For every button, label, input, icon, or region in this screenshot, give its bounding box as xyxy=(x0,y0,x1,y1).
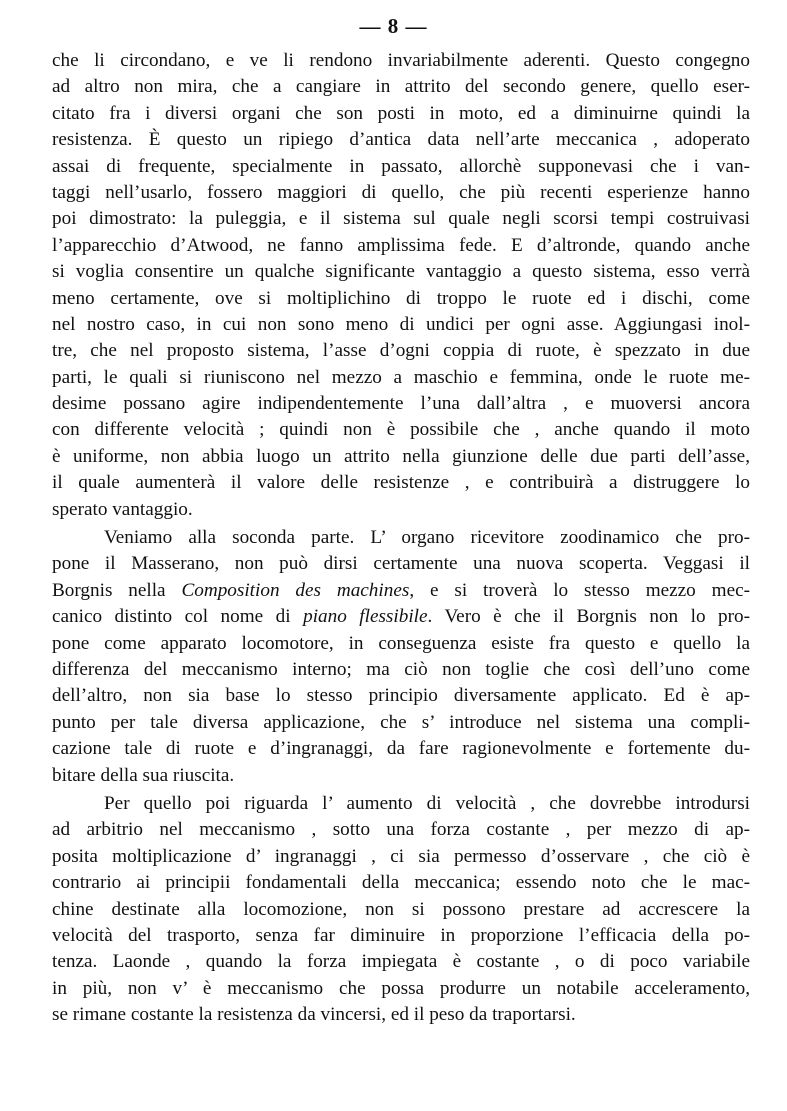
text-line: resistenza. È questo un ripiego d’antica data nell’arte meccanica , adoperato xyxy=(52,129,750,151)
text-line: differenza del meccanismo interno; ma ciò non toglie che così dell’uno come xyxy=(52,658,750,680)
text-line: assai di frequente, specialmente in passato, allorchè supponevasi che i van- xyxy=(52,155,750,177)
text-line: pone il Masserano, non può dirsi certamente una nuova scoperta. Veggasi il xyxy=(52,553,750,575)
text-segment: canico distinto col nome di xyxy=(52,606,291,628)
text-line: si voglia consentire un qualche significante vantaggio a questo sistema, esso verrà xyxy=(52,261,750,283)
text-line: pone come apparato locomotore, in conseguenza esiste fra questo e quello la xyxy=(52,632,750,654)
text-line: con differente velocità ; quindi non è possibile che , anche quando il moto xyxy=(52,419,750,441)
page-number: — 8 — xyxy=(359,14,428,38)
text-line: in più, non v’ è meccanismo che possa produrre un notabile acceleramento, xyxy=(52,977,750,999)
text-line: citato fra i diversi organi che son posti in moto, ed a diminuirne quindi la xyxy=(52,102,750,124)
text-line: se rimane costante la resistenza da vincersi, ed il peso da traportarsi. xyxy=(52,1004,576,1026)
text-line xyxy=(52,578,750,604)
text-line: posita moltiplicazione d’ ingranaggi , ci sia permesso d’osservare , che ciò è xyxy=(52,845,750,867)
book-title: Composition des machines xyxy=(181,579,410,601)
text-segment: . Vero è che il Borgnis non lo pro- xyxy=(427,606,751,628)
paragraph-3 xyxy=(52,791,750,1029)
text-line: cazione tale di ruote e d’ingranaggi, da fare ragionevolmente e fortemente du- xyxy=(52,738,750,760)
paragraph-1 xyxy=(52,48,750,523)
text-line: ad altro non mira, che a cangiare in attrito del secondo genere, quello eser- xyxy=(52,76,750,98)
text-line: dell’altro, non sia base lo stesso principio diversamente applicato. Ed è ap- xyxy=(52,685,750,707)
text-line: meno certamente, ove si moltiplichino di troppo le ruote ed i dischi, come xyxy=(52,287,750,309)
text-line xyxy=(52,604,750,630)
text-line: l’apparecchio d’Atwood, ne fanno amplissima fede. E d’altronde, quando anche xyxy=(52,234,750,256)
text-line: parti, le quali si riuniscono nel mezzo a maschio e femmina, onde le ruote me- xyxy=(52,366,750,388)
body-text xyxy=(52,48,750,1028)
text-line: il quale aumenterà il valore delle resistenze , e contribuirà a distruggere lo xyxy=(52,472,750,494)
text-line: punto per tale diversa applicazione, che s’ introduce nel sistema una compli- xyxy=(52,711,750,733)
term-italic: piano flessibile xyxy=(303,606,428,628)
text-line: tre, che nel proposto sistema, l’asse d’ogni coppia di ruote, è spezzato in due xyxy=(52,340,750,362)
text-line: poi dimostrato: la puleggia, e il sistema sul quale negli scorsi tempi costruivasi xyxy=(52,208,750,230)
text-segment: , e si troverà lo stesso mezzo mec- xyxy=(409,579,750,601)
text-line: Veniamo alla soconda parte. L’ organo ricevitore zoodinamico che pro- xyxy=(104,527,750,549)
text-line: velocità del trasporto, senza far diminuire in proporzione l’efficacia della po- xyxy=(52,924,750,946)
text-segment: Borgnis nella xyxy=(52,579,166,601)
paragraph-2 xyxy=(52,525,750,789)
text-line: contrario ai principii fondamentali della meccanica; essendo noto che le mac- xyxy=(52,872,750,894)
text-line: bitare della sua riuscita. xyxy=(52,764,235,786)
text-line: Per quello poi riguarda l’ aumento di velocità , che dovrebbe introdursi xyxy=(104,792,750,814)
text-line: ad arbitrio nel meccanismo , sotto una forza costante , per mezzo di ap- xyxy=(52,819,750,841)
text-line: che li circondano, e ve li rendono invariabilmente aderenti. Questo congegno xyxy=(52,50,750,71)
text-line: è uniforme, non abbia luogo un attrito nella giunzione delle due parti dell’asse, xyxy=(52,445,750,467)
text-line: chine destinate alla locomozione, non si possono prestare ad accrescere la xyxy=(52,898,750,920)
text-line: taggi nell’usarlo, fossero maggiori di quello, che più recenti esperienze hanno xyxy=(52,181,750,203)
text-line: desime possano agire indipendentemente l’una dall’altra , e muoversi ancora xyxy=(52,393,750,415)
text-line: sperato vantaggio. xyxy=(52,498,193,520)
text-line: nel nostro caso, in cui non sono meno di undici per ogni asse. Aggiungasi inol- xyxy=(52,313,750,335)
text-line: tenza. Laonde , quando la forza impiegata è costante , o di poco variabile xyxy=(52,951,750,973)
